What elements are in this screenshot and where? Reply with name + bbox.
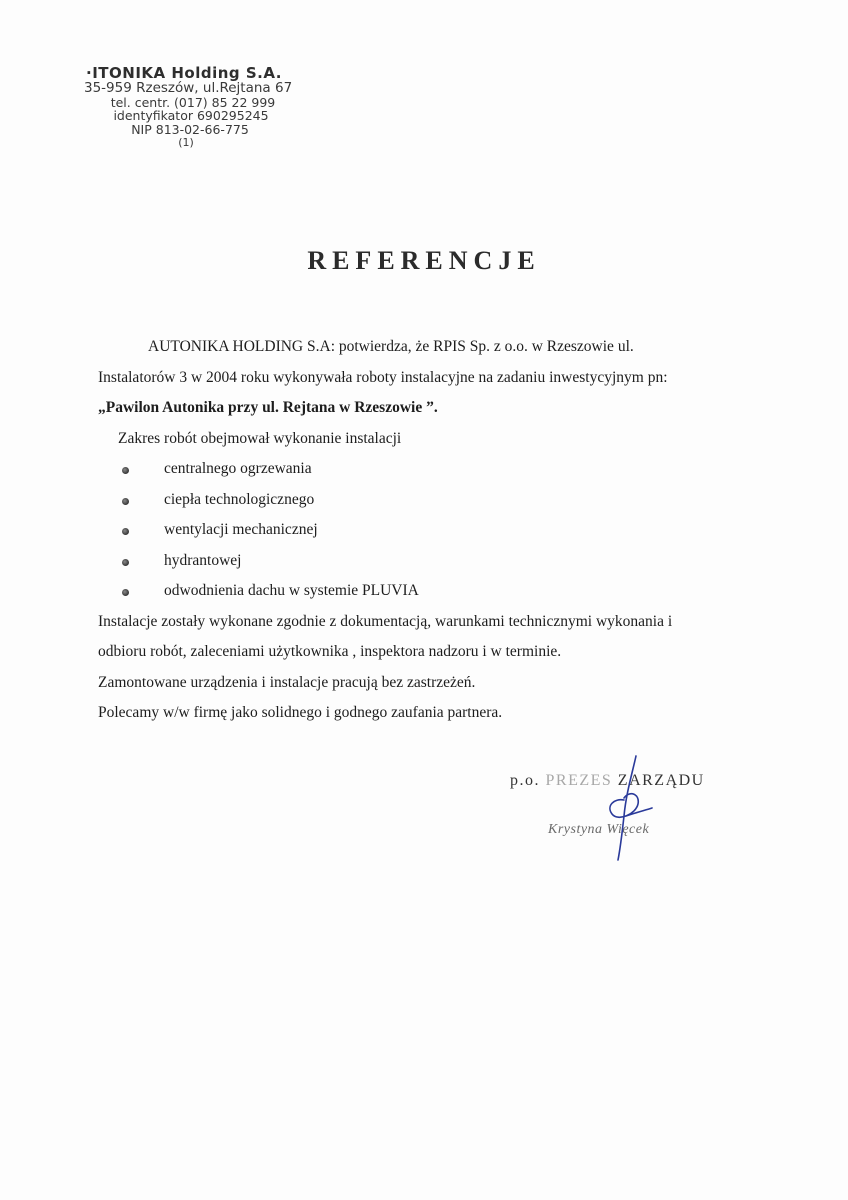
list-item	[98, 515, 748, 546]
list-item	[98, 454, 748, 485]
list-item-label: hydrantowej	[164, 551, 242, 569]
list-item-label: ciepła technologicznego	[164, 490, 315, 508]
bullet-icon	[122, 498, 129, 505]
paragraph-2-line-1: Instalacje zostały wykonane zgodnie z dokumentacją, warunkami technicznymi wykonania i	[98, 612, 673, 630]
bullet-icon	[122, 559, 129, 566]
document-body	[98, 332, 748, 729]
letterhead-company: ·ITONIKA Holding S.A.	[86, 64, 282, 82]
list-item-label: odwodnienia dachu w systemie PLUVIA	[164, 582, 419, 599]
paragraph-1-line-2: Instalatorów 3 w 2004 roku wykonywała roboty instalacyjne na zadaniu inwestycyjnym pn:	[98, 368, 668, 386]
paragraph-2-line-2: odbioru robót, zaleceniami użytkownika , inspektora nadzoru i w terminie.	[98, 643, 562, 660]
letterhead-number: (1)	[178, 136, 194, 149]
bullet-icon	[122, 589, 129, 596]
paragraph-1-line-1: AUTONIKA HOLDING S.A: potwierdza, że RPIS Sp. z o.o. w Rzeszowie ul.	[148, 338, 634, 355]
paragraph-4: Polecamy w/w firmę jako solidnego i godnego zaufania partnera.	[98, 704, 503, 721]
scope-intro: Zakres robót obejmował wykonanie instalacji	[118, 429, 402, 447]
list-item-label: centralnego ogrzewania	[164, 460, 312, 477]
bullet-icon	[122, 467, 129, 474]
letterhead-phone: tel. centr. (017) 85 22 999	[110, 94, 276, 110]
signature-role-faded: PREZES	[545, 772, 613, 789]
paragraph-3: Zamontowane urządzenia i instalacje pracują bez zastrzeżeń.	[98, 673, 476, 691]
list-item	[98, 546, 748, 577]
signature-name: Krystyna Więcek	[548, 822, 650, 837]
signature-role-prefix: p.o.	[510, 772, 540, 789]
signature-role-rest: ZARZĄDU	[617, 772, 705, 789]
bullet-icon	[122, 528, 129, 535]
list-item-label: wentylacji mechanicznej	[164, 521, 318, 538]
handwritten-signature-icon	[596, 754, 666, 864]
project-name: „Pawilon Autonika przy ul. Rejtana w Rzeszowie ”.	[98, 399, 438, 416]
letterhead-nip: NIP 813-02-66-775	[131, 121, 249, 137]
scope-list	[98, 454, 748, 607]
list-item	[98, 485, 748, 516]
letterhead-stamp	[78, 66, 318, 148]
document-title: REFERENCJE	[307, 246, 541, 275]
list-item	[98, 576, 748, 607]
letterhead-identifier: identyfikator 690295245	[113, 108, 269, 123]
letterhead-address: 35-959 Rzeszów, ul.Rejtana 67	[84, 80, 293, 96]
signature-block	[510, 772, 730, 882]
